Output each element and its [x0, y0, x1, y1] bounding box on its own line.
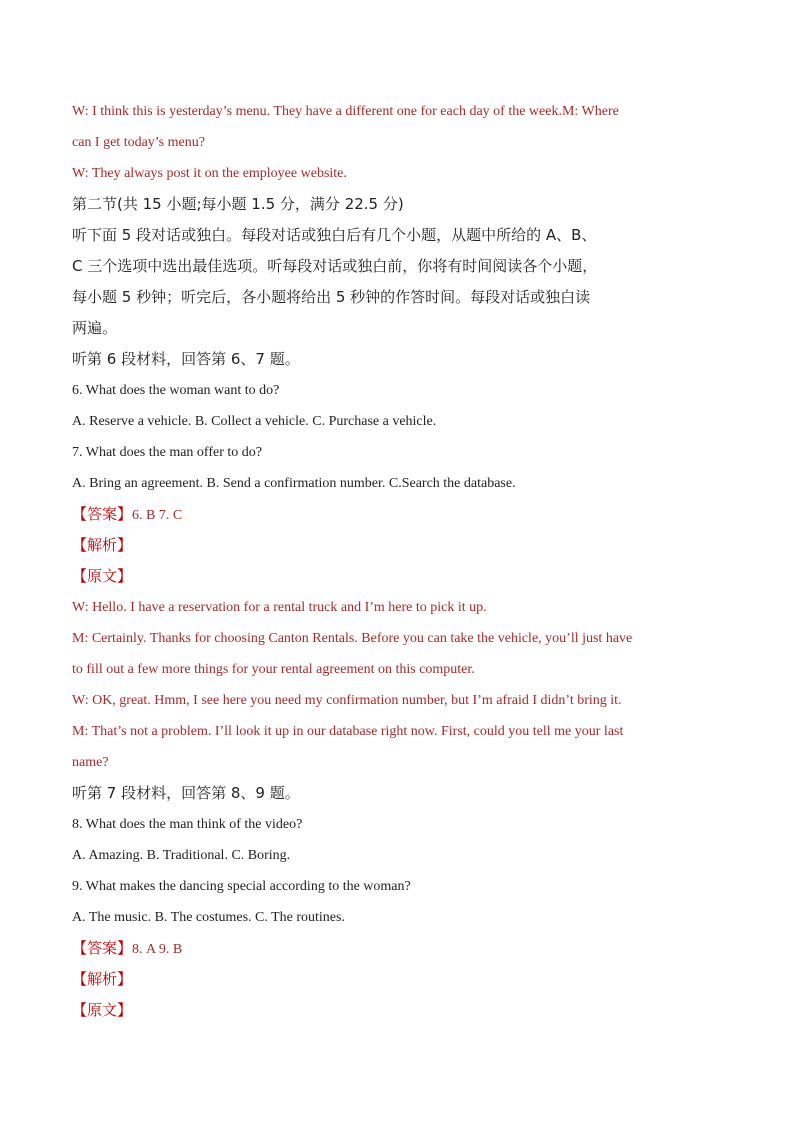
analysis-label: 【解析】 — [72, 536, 133, 554]
answer-label: 【答案】 — [72, 939, 133, 957]
question-9: 9. What makes the dancing special according to the woman? — [72, 879, 411, 894]
dialogue-line: to fill out a few more things for your rental agreement on this computer. — [72, 662, 475, 677]
answer-label: 【答案】 — [72, 505, 133, 523]
options-7: A. Bring an agreement. B. Send a confirmation number. C.Search the database. — [72, 476, 516, 491]
material-heading: 听第 6 段材料，回答第 6、7 题。 — [72, 350, 300, 368]
options-6: A. Reserve a vehicle. B. Collect a vehicle. C. Purchase a vehicle. — [72, 414, 437, 429]
dialogue-line: W: They always post it on the employee website. — [72, 166, 347, 181]
analysis-label: 【解析】 — [72, 970, 133, 988]
answer-value: 8. A 9. B — [132, 942, 183, 957]
transcript-label: 【原文】 — [72, 1001, 133, 1019]
dialogue-line: M: That’s not a problem. I’ll look it up in our database right now. First, could you tell me your last — [72, 724, 624, 739]
dialogue-line: W: OK, great. Hmm, I see here you need my confirmation number, but I’m afraid I didn’t bring it. — [72, 693, 622, 708]
section-heading: 第二节(共 15 小题;每小题 1.5 分，满分 22.5 分) — [72, 195, 404, 213]
options-8: A. Amazing. B. Traditional. C. Boring. — [72, 848, 291, 863]
dialogue-line: W: I think this is yesterday’s menu. They have a different one for each day of the week.M: Where — [72, 104, 619, 119]
transcript-label: 【原文】 — [72, 567, 133, 585]
dialogue-line: M: Certainly. Thanks for choosing Canton Rentals. Before you can take the vehicle, you’ll just have — [72, 631, 633, 646]
dialogue-line: can I get today’s menu? — [72, 135, 205, 150]
question-6: 6. What does the woman want to do? — [72, 383, 280, 398]
instruction-text: 听下面 5 段对话或独白。每段对话或独白后有几个小题，从题中所给的 A、B、 — [72, 226, 597, 244]
dialogue-line: name? — [72, 755, 109, 770]
material-heading: 听第 7 段材料，回答第 8、9 题。 — [72, 784, 300, 802]
answer-value: 6. B 7. C — [132, 508, 183, 523]
question-8: 8. What does the man think of the video? — [72, 817, 303, 832]
document-page — [72, 96, 722, 1026]
question-7: 7. What does the man offer to do? — [72, 445, 262, 460]
instruction-text: C 三个选项中选出最佳选项。听每段对话或独白前，你将有时间阅读各个小题， — [72, 257, 598, 275]
dialogue-line: W: Hello. I have a reservation for a rental truck and I’m here to pick it up. — [72, 600, 487, 615]
answer-line — [72, 933, 722, 964]
options-9: A. The music. B. The costumes. C. The routines. — [72, 910, 345, 925]
instruction-text: 两遍。 — [72, 319, 118, 337]
instruction-text: 每小题 5 秒钟；听完后，各小题将给出 5 秒钟的作答时间。每段对话或独白读 — [72, 288, 591, 306]
answer-line — [72, 499, 722, 530]
